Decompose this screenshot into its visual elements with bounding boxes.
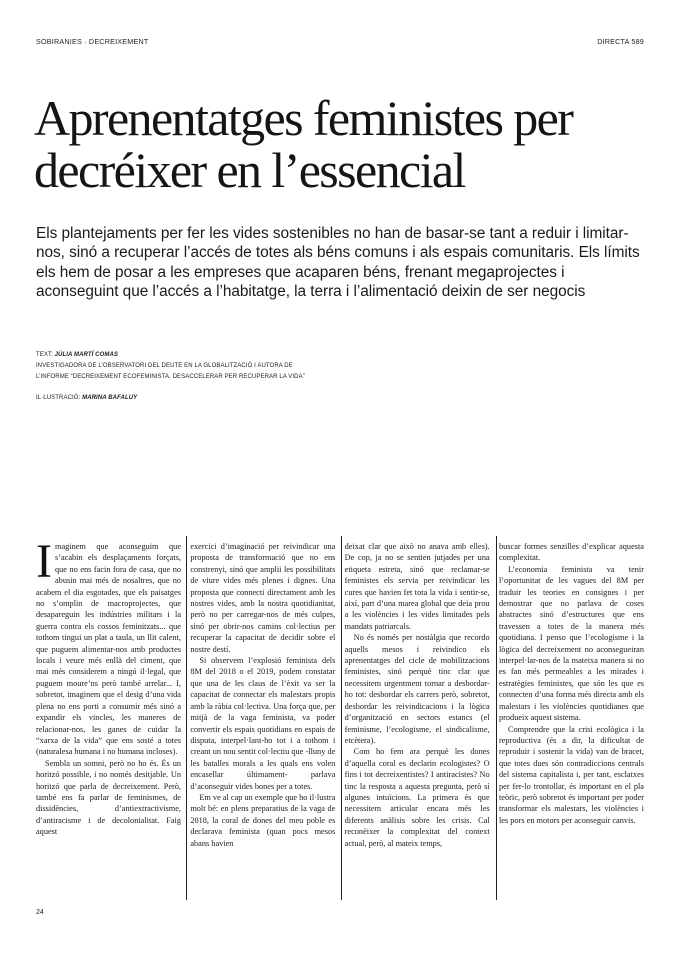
paragraph: Em ve al cap un exemple que ho il·lustra molt bé: en plens preparatius de la vaga de 2018, la coral de dones del meu poble es declarava feminista (quan pocs mesos abans havien — [190, 792, 336, 848]
author-name: JÚLIA MARTÍ COMAS — [54, 352, 118, 358]
illustrator-name: MARINA BAFALUY — [82, 395, 138, 401]
author-credit — [36, 350, 456, 361]
column-4 — [499, 541, 644, 897]
paragraph: Sembla un somni, però no ho és. És un horitzó possible, i no només desitjable. Un horitzó que parla de decreixement. Però, també ens fa parlar de feminismes, de dissidències, d’antiextractivisme, d’antiracisme i de decolonialitat. Faig aquest — [36, 758, 181, 837]
page-number: 24 — [36, 909, 44, 916]
section-label: SOBIRANIES · DECREIXEMENT — [36, 37, 149, 46]
paragraph: L’economia feminista va tenir l’oportunitat de les vagues del 8M per traduir les teories en consignes i per demostrar que no parlava de coses abstractes sinó d’estructures que ens travessen a totes de la manera més quotidiana. I penso que l’ecologisme i la lògica del decreixement no aconsegueiran interpel·lar-nos de la mateixa manera si no es fan més permeables a les mirades i estratègies feministes, que són les que es connecten d’una forma més directa amb els malestars i les violències quotidianes que produeix aquest sistema. — [498, 564, 644, 723]
article-title: Aprenentatges feministes per decréixer en l’essencial — [34, 90, 573, 198]
article-body — [36, 535, 644, 897]
issue-label: DIRECTA 589 — [597, 37, 644, 46]
credits — [36, 350, 456, 404]
column-1 — [36, 535, 181, 897]
paragraph: Comprendre que la crisi ecològica i la reproductiva (és a dir, la dificultat de reproduir i sostenir la vida) van de bracet, que totes dues són contradiccions centrals del sistema capitalista i, per tant, esclatxes per fer-lo trontollar, és important en el pla teòric, però sobretot és important per poder transformar els malestars, les violències i les pors en motors per aconseguir canvis. — [498, 724, 644, 825]
article-lead: Els plantejaments per fer les vides sostenibles no han de basar-se tant a reduir i limitar-nos, sinó a recuperar l’accés de totes als béns comuns i als espais comunitaris. Els límits els hem de posar a les empreses que acaparen béns, frenant megaprojectes i aconseguint que l’accés a l’habitatge, la terra i l’alimentació deixin de ser negocis — [36, 225, 640, 301]
author-bio-line-2: L’INFORME “DECREIXEMENT ECOFEMINISTA. DESACCELERAR PER RECUPERAR LA VIDA” — [36, 374, 305, 380]
paragraph: exercici d’imaginació per reivindicar una proposta de transformació que no ens constrenyi, sinó que amplii les possibilitats de viure vides més plenes i dignes. Una proposta que connecti directament amb les nostres vides, amb la nostra quotidianitat, però no per carregar-nos de més culpes, sinó per obrir-nos camins col·lectius per recuperar la capacitat de decidir sobre el nostre destí. — [190, 542, 336, 654]
running-head — [36, 37, 644, 46]
column-3 — [345, 541, 490, 897]
illustrator-credit — [36, 393, 456, 404]
paragraph: Si observem l’explosió feminista dels 8M del 2018 o el 2019, podem constatar que una de les claus de l’èxit va ser la capacitat de connectar els malestars propis amb la ràbia col·lectiva. Una força que, per mitjà de la vaga feminista, va poder convertir els espais quotidians en espais de disputa, interpel·lant-ho tot i a tothom i creant un nou sentit col·lectiu que -lluny de les batalles morals a les quals ens volen encasellar últimament- parlava d’aconseguir vides bones per a totes. — [190, 656, 336, 791]
paragraph: buscar formes senzilles d’explicar aquesta complexitat. — [498, 542, 644, 563]
paragraph: Com ho fem ara perquè les dones d’aquella coral es declarin ecologistes? O fins i tot decreixentistes? I antiracistes? No tinc la resposta a aquesta pregunta, però sí algunes intuïcions. La primera és que necessitem articular encara més les diferents anàlisis sobre les crisis. Cal reconèixer la complexitat del context actual, però, al mateix temps, — [344, 747, 490, 848]
paragraph — [36, 535, 181, 758]
paragraph: deixat clar que això no anava amb elles). De cop, ja no se sentien jutjades per una etiqueta estreta, sinó que reclamar-se feministes els servia per reivindicar les cures que havien fet tota la vida i sentir-se, així, part d’una marea global que deia prou a les violències i les vides limitades pels mandats patriarcals. — [344, 542, 490, 631]
paragraph-text: maginem que aconseguim que s’acabin els desplaçaments forçats, que no ens facin fora de casa, que no abusin mai més de nosaltres, que no acabem el dia esgotades, que els paisatges no s’omplin de macroprojectes, que desapareguin les indústries militars i la guerra contra els cossos feminitzats... que tothom tingui un plat a taula, un llit calent, que puguem alimentar-nos amb productes locals i veure més enllà del ciment, que mai més considerem a ningú il·legal, que puguem moure’ns però també arrelar... I, sobretot, imaginem que el desig d’una vida plena no ens porti a consumir més sinó a expandir els vincles, les maneres de relacionar-nos, les ganes de cuidar la “xarxa de la vida” que ens sosté a totes (naturalesa humana i no humana incloses). — [36, 542, 181, 757]
author-bio-line-1: INVESTIGADORA DE L’OBSERVATORI DEL DEUTE EN LA GLOBALITZACIÓ I AUTORA DE — [36, 363, 293, 369]
paragraph: No és només per nostàlgia que recordo aquells mesos i reivindico els aprenentatges del cicle de mobilitzacions feministes, sinó perquè tinc clar que necessitem urgentment tornar a desbordar-ho tot: desbordar els carrers però, sobretot, desbordar les reivindicacions i la lògica d’organització en sectors estancs (el feminisme, l’ecologisme, el sindicalisme, etcètera). — [344, 633, 490, 745]
illustration-label: IL·LUSTRACIÓ: — [36, 395, 81, 401]
text-label: TEXT: — [36, 352, 53, 358]
column-2 — [190, 541, 335, 897]
drop-cap: I — [36, 535, 52, 588]
